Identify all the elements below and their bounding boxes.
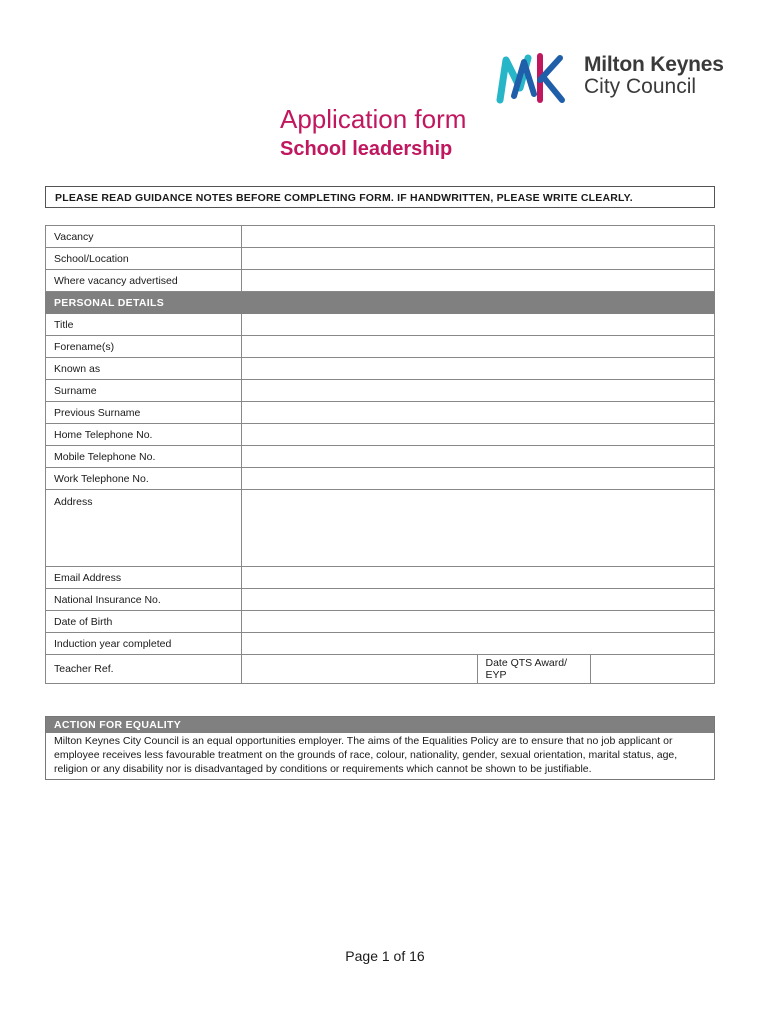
- form-row: [46, 589, 715, 611]
- logo-line-2: City Council: [584, 75, 697, 98]
- form-row: [46, 490, 715, 567]
- field-label: Address: [46, 490, 242, 567]
- field-label: Induction year completed: [46, 633, 242, 655]
- qts-award-input[interactable]: [590, 655, 714, 683]
- address-input[interactable]: [242, 490, 715, 567]
- field-label: National Insurance No.: [46, 589, 242, 611]
- home-telephone-input[interactable]: [242, 424, 715, 446]
- mobile-telephone-input[interactable]: [242, 446, 715, 468]
- known-as-input[interactable]: [242, 358, 715, 380]
- mk-logo-icon: [494, 50, 580, 106]
- field-label: Mobile Telephone No.: [46, 446, 242, 468]
- page-title: Application form: [280, 104, 467, 134]
- form-row: [46, 446, 715, 468]
- field-label: Surname: [46, 380, 242, 402]
- form-row: [46, 567, 715, 589]
- vacancy-input[interactable]: [242, 226, 715, 248]
- council-logo: [494, 50, 724, 106]
- form-row: [46, 248, 715, 270]
- school-location-input[interactable]: [242, 248, 715, 270]
- form-row: [46, 402, 715, 424]
- form-row: [46, 270, 715, 292]
- form-row: [46, 358, 715, 380]
- form-row: [46, 611, 715, 633]
- previous-surname-input[interactable]: [242, 402, 715, 424]
- title-input[interactable]: [242, 314, 715, 336]
- field-label: Where vacancy advertised: [46, 270, 242, 292]
- national-insurance-input[interactable]: [242, 589, 715, 611]
- form-row: [46, 314, 715, 336]
- induction-year-input[interactable]: [242, 633, 715, 655]
- teacher-ref-row: [242, 655, 715, 684]
- section-header: [46, 292, 715, 314]
- field-label: Date of Birth: [46, 611, 242, 633]
- page-subtitle: School leadership: [280, 138, 453, 160]
- application-form-table: [45, 225, 715, 684]
- page-number: Page 1 of 16: [345, 948, 425, 964]
- field-label: Email Address: [46, 567, 242, 589]
- form-row: [46, 633, 715, 655]
- field-label: Known as: [46, 358, 242, 380]
- date-of-birth-input[interactable]: [242, 611, 715, 633]
- equality-heading: ACTION FOR EQUALITY: [46, 717, 714, 733]
- forenames-input[interactable]: [242, 336, 715, 358]
- field-label: Previous Surname: [46, 402, 242, 424]
- work-telephone-input[interactable]: [242, 468, 715, 490]
- vacancy-advertised-input[interactable]: [242, 270, 715, 292]
- form-row: [46, 336, 715, 358]
- field-label: Title: [46, 314, 242, 336]
- logo-line-1: Milton Keynes: [584, 53, 724, 76]
- form-row: [46, 655, 715, 684]
- form-row: [46, 468, 715, 490]
- field-label: Teacher Ref.: [46, 655, 242, 684]
- field-label: Vacancy: [46, 226, 242, 248]
- field-label: Work Telephone No.: [46, 468, 242, 490]
- surname-input[interactable]: [242, 380, 715, 402]
- field-label: School/Location: [46, 248, 242, 270]
- form-row: [46, 226, 715, 248]
- form-row: [46, 380, 715, 402]
- personal-details-heading: PERSONAL DETAILS: [46, 292, 715, 314]
- teacher-ref-input[interactable]: [242, 655, 477, 683]
- qts-award-label: Date QTS Award/ EYP: [477, 655, 590, 683]
- guidance-notice: PLEASE READ GUIDANCE NOTES BEFORE COMPLETING FORM. IF HANDWRITTEN, PLEASE WRITE CLEARLY.: [45, 186, 715, 208]
- field-label: Forename(s): [46, 336, 242, 358]
- form-row: [46, 424, 715, 446]
- field-label: Home Telephone No.: [46, 424, 242, 446]
- email-input[interactable]: [242, 567, 715, 589]
- equality-section: [45, 716, 715, 780]
- equality-statement: Milton Keynes City Council is an equal opportunities employer. The aims of the Equalities Policy are to ensure that no job applicant or employee receives less favourable treatment on the grounds of race, colour, nationality, gender, sexual orientation, marital status, age, religion or any disability nor is disadvantaged by conditions or requirements which cannot be shown to be justifiable.: [54, 735, 678, 775]
